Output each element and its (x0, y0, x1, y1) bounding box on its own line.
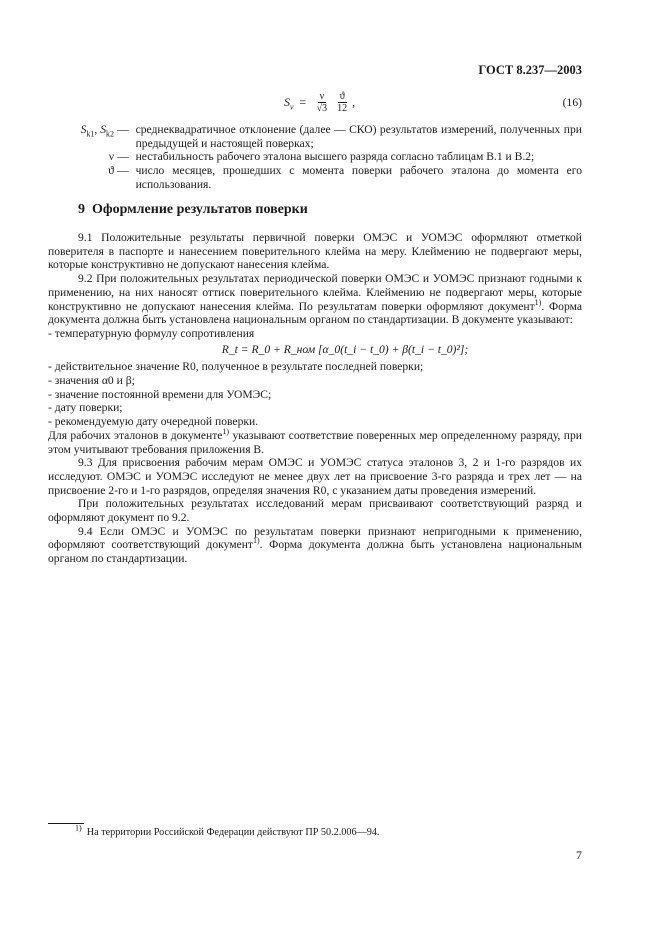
definition-row: $S_{k1}$, $S_{k2}$ — среднеквадратичное отклонение (далее — СКО) результатов измерений, полученных при предыдущей и настоящей поверках; (48, 123, 582, 150)
footnote-ref: 1) (253, 536, 260, 546)
document-header: ГОСТ 8.237—2003 (478, 63, 582, 77)
paragraph-9-3: 9.3 Для присвоения рабочим мерам ОМЭС и УОМЭС статуса эталонов 3, 2 и 1-го разрядов их исследуют. ОМЭС и УОМЭС исследуют не менее двух лет на присвоение 3-го разряда и трех лет — на присвоение 2-го и 1-го разрядов, определяя значения R0, с указанием даты проведения измерений. (48, 456, 582, 497)
footnote-ref: 1) (534, 297, 542, 307)
list-item: - дату поверки; (48, 401, 123, 415)
list-item: - действительное значение R0, полученное в результате последней поверки; (48, 360, 424, 374)
definition-text: среднеквадратичное отклонение (далее — СКО) результатов измерений, полученных при предыдущей и настоящей поверках; (135, 123, 582, 150)
definition-symbol: ϑ (108, 164, 114, 178)
formula-rt: R_t = R_0 + R_ном [α_0(t_i − t_0) + β(t_i − t_0)²]; (221, 342, 469, 356)
list-item: - температурную формулу сопротивления (48, 326, 255, 340)
paragraph-9-2: 9.2 При положительных результатах периодической поверки ОМЭС и УОМЭС признают годными к применению, на них наносят оттиск поверительного клейма. Клеймению не подвергают меры, которые конструктивно не допускают нанесения клейма. По результатам поверки оформляют документ$^{1)}$. Форма документа должна быть установлена национальным органом по стандартизации. В документе указывают: (48, 272, 582, 327)
definition-symbol: ν (108, 150, 114, 164)
definition-row: ϑ — число месяцев, прошедших с момента поверки рабочего эталона до момента его использования. (48, 164, 582, 191)
fraction-nu: $\frac{\nu}{√3}$ (316, 91, 328, 114)
paragraph-9-3b: При положительных результатах исследований мерам присваивают соответствующий разряд и оформляют документ по 9.2. (48, 497, 582, 525)
formula-lhs: $S_\nu$ (284, 94, 294, 112)
list-item: - значения α0 и β; (48, 374, 135, 388)
section-heading: 9 Оформление результатов поверки (78, 202, 308, 217)
footnote-ref: 1) (222, 426, 230, 436)
page-number: 7 (576, 848, 582, 862)
list-item: - рекомендуемую дату очередной поверки. (48, 415, 259, 429)
paragraph-working-standards: Для рабочих эталонов в документе$^{1)}$ указывают соответствие поверенных мер определенному разряду, при этом учитывают требования приложения В. (48, 426, 583, 456)
symbol-definitions (48, 123, 582, 192)
paragraph-9-1: 9.1 Положительные результаты первичной поверки ОМЭС и УОМЭС оформляют отметкой поверителя в паспорте и нанесением поверительного клейма на меру. Клеймению не подвергают меры, которые конструктивно не допускают нанесения клейма. (48, 231, 582, 272)
definition-text: нестабильность рабочего эталона высшего разряда согласно таблицам В.1 и В.2; (135, 150, 535, 164)
definition-text: число месяцев, прошедших с момента поверки рабочего эталона до момента его использования. (135, 164, 582, 191)
footnote: $^{1)}$ На территории Российской Федерации действуют ПР 50.2.006—94. (75, 823, 380, 838)
formula-equals: = (298, 94, 307, 109)
section-body (48, 231, 582, 566)
definition-symbol: $S_{k1}$, $S_{k2}$ (80, 123, 114, 139)
definition-row: ν — нестабильность рабочего эталона высшего разряда согласно таблицам В.1 и В.2; (48, 150, 582, 164)
formula-16: $S_\nu$ = $\frac{\nu}{√3}$ $\frac{ϑ}{12}$ , (284, 91, 356, 114)
equation-number: (16) (562, 96, 582, 109)
list-item: - значение постоянной времени для УОМЭС; (48, 387, 272, 401)
fraction-theta: $\frac{ϑ}{12}$ (337, 91, 348, 114)
paragraph-9-4: 9.4 Если ОМЭС и УОМЭС по результатам поверки признают непригодными к применению, оформляют соответствующий документ$^{1)}$. Форма документа должна быть установлена национальным органом по стандартизации. (48, 524, 582, 566)
